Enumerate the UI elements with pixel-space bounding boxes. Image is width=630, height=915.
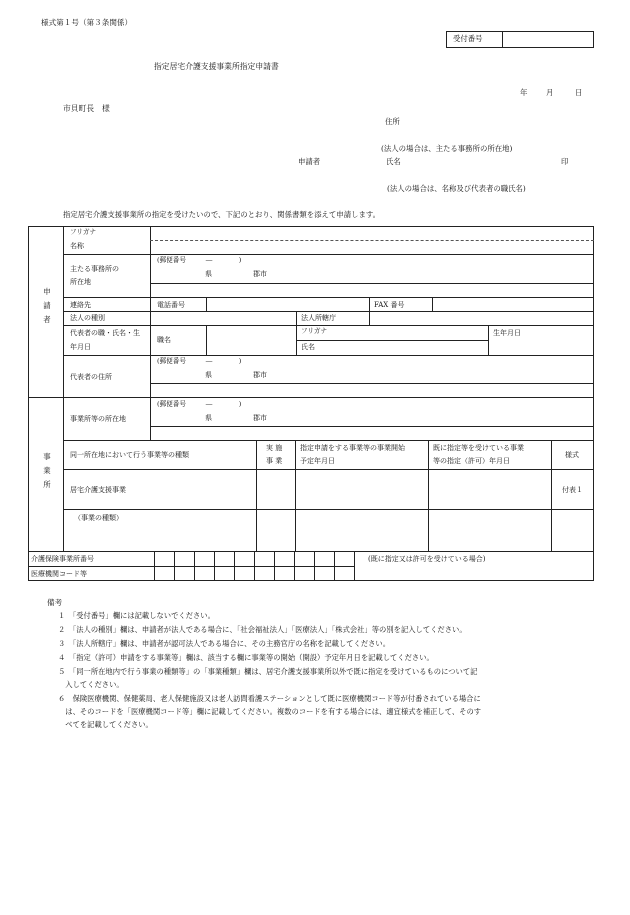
- same-location-header: 同一所在地において行う事業等の種類: [70, 451, 189, 459]
- corp-type-label: 法人の種別: [70, 314, 105, 322]
- note-item: ４ 「指定（許可）申請をする事業等」欄は、該当する欄に事業等の開始（開設）予定年月日を記載してください。: [58, 653, 434, 662]
- note-item: １ 「受付番号」欄には記載しないでください。: [58, 611, 215, 620]
- insurance-note: (既に指定又は許可を受けている場合): [368, 555, 486, 563]
- intro-text: 指定居宅介護支援事業所の指定を受けたいので、下記のとおり、関係書類を添えて申請します。: [63, 210, 381, 219]
- note-item: ３ 「法人所轄庁」欄は、申請者が認可法人である場合に、その主務官庁の名称を記載してください。: [58, 639, 391, 648]
- office-postal-code: (郵便番号 ― ): [157, 400, 242, 408]
- service-type-label: （事業の種類）: [74, 514, 123, 522]
- contact-label: 連絡先: [70, 301, 91, 309]
- receipt-label: 受付番号: [453, 34, 483, 43]
- impl-header-1: 実 施: [266, 444, 283, 452]
- date-year: 年: [520, 88, 528, 97]
- rep-county: 郡市: [253, 371, 267, 379]
- note-item: ６ 保険医療機関、保健薬局、老人保健施設又は老人訪問看護ステーションとして既に医療機関コード等が付番されている場合に: [58, 694, 481, 703]
- medical-code-label: 医療機関コード等: [31, 570, 87, 578]
- furigana-label: フリガナ: [70, 228, 97, 236]
- form-column-header: 様式: [565, 451, 579, 459]
- note-item: 入してください。: [58, 680, 124, 689]
- note-item: は、そのコードを「医療機関コード等」欄に記載してください。複数のコードを有する場合には、適宜様式を補正して、そのす: [58, 707, 482, 716]
- main-office-label-2: 所在地: [70, 278, 91, 286]
- prefecture: 県: [205, 270, 212, 278]
- rep-name-label: 氏名: [301, 343, 315, 351]
- postal-code: (郵便番号 ― ): [157, 256, 242, 264]
- application-table: [28, 226, 594, 581]
- start-header-2: 予定年月日: [300, 457, 335, 465]
- address-note: (法人の場合は、主たる事務所の所在地): [381, 144, 513, 153]
- seal-mark: 印: [561, 157, 569, 166]
- date-day: 日: [575, 88, 583, 97]
- rep-label-2: 年月日: [70, 343, 91, 351]
- fax-label: FAX 番号: [374, 301, 405, 309]
- note-item: べてを記載してください。: [58, 720, 153, 729]
- existing-header-2: 等の指定（許可）年月日: [433, 457, 510, 465]
- rep-address-label: 代表者の住所: [70, 373, 112, 381]
- name-row-label: 名称: [70, 242, 84, 250]
- office-prefecture: 県: [205, 414, 212, 422]
- address-label: 住所: [385, 117, 400, 126]
- attachment-form: 付表１: [562, 486, 583, 494]
- start-header-1: 指定申請をする事業等の事業開始: [300, 444, 405, 452]
- rep-prefecture: 県: [205, 371, 212, 379]
- section-applicant: 申 請 者: [43, 287, 51, 325]
- name-note: (法人の場合は、名称及び代表者の職氏名): [387, 184, 526, 193]
- date-month: 月: [546, 88, 554, 97]
- phone-label: 電話番号: [157, 301, 185, 309]
- service-name: 居宅介護支援事業: [70, 486, 126, 494]
- existing-header-1: 既に指定等を受けている事業: [433, 444, 524, 452]
- form-number: 様式第１号（第３条関係）: [41, 18, 133, 27]
- addressee: 市貝町長 様: [63, 104, 110, 113]
- rep-postal-code: (郵便番号 ― ): [157, 357, 242, 365]
- insurance-number-label: 介護保険事業所番号: [31, 555, 94, 563]
- county: 郡市: [253, 270, 267, 278]
- main-office-label-1: 主たる事務所の: [70, 265, 119, 273]
- note-item: ２ 「法人の種別」欄は、申請者が法人である場合に、「社会福祉法人」「医療法人」「株式会社」等の別を記入してください。: [58, 625, 467, 634]
- furigana2-label: フリガナ: [301, 327, 328, 335]
- impl-header-2: 事 業: [266, 457, 283, 465]
- section-office: 事 業 所: [43, 452, 51, 490]
- corp-authority-label: 法人所轄庁: [301, 314, 336, 322]
- position-label: 職名: [157, 336, 171, 344]
- name-label: 氏名: [386, 157, 401, 166]
- rep-label-1: 代表者の職・氏名・生: [70, 329, 140, 337]
- office-county: 郡市: [253, 414, 267, 422]
- applicant-label: 申請者: [298, 157, 321, 166]
- note-item: ５ 「同一所在地内で行う事業の種類等」の「事業種類」欄は、居宅介護支援事業所以外で既に指定を受けているものについて記: [58, 667, 478, 676]
- birthdate-label: 生年月日: [493, 329, 521, 337]
- office-location-label: 事業所等の所在地: [70, 415, 126, 423]
- notes-heading: 備考: [47, 598, 63, 607]
- page-title: 指定居宅介護支援事業所指定申請書: [154, 62, 279, 71]
